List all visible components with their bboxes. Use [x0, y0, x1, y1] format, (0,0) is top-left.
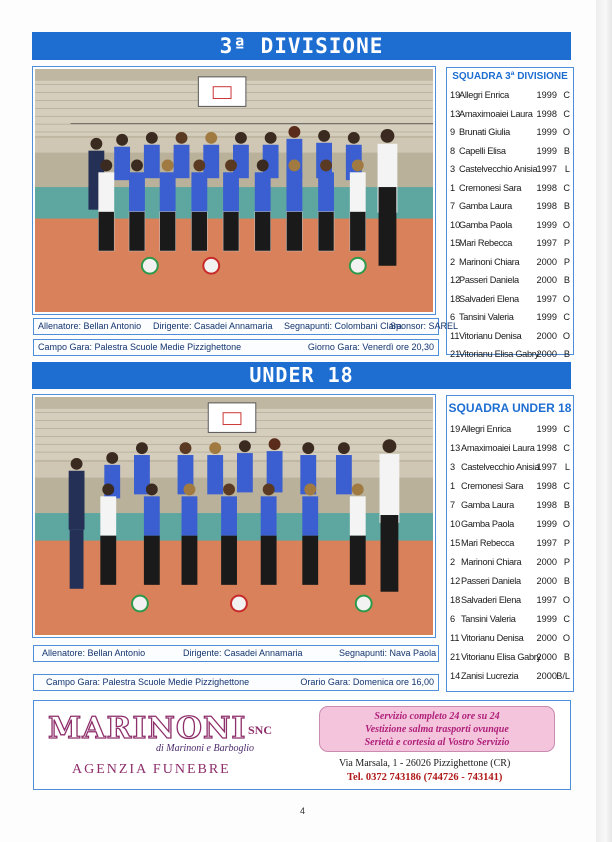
player-role: P — [563, 238, 570, 248]
player-number: 2 — [450, 256, 456, 267]
player-role: O — [562, 293, 570, 304]
player-row — [447, 253, 573, 272]
team-photo-illustration — [35, 69, 433, 312]
player-number: 19 — [450, 90, 461, 100]
player-number: 12 — [450, 275, 461, 285]
player-name: Gamba Paola — [461, 519, 514, 529]
player-number: 1 — [450, 182, 456, 193]
player-number: 15 — [450, 238, 461, 248]
roster-title: SQUADRA 3ª DIVISIONE — [452, 71, 568, 82]
player-name: Vitorianu Elisa Gabry — [461, 652, 541, 662]
player-row — [447, 648, 573, 667]
team-photo-under-18 — [33, 395, 435, 637]
player-name: Salvaderi Elena — [459, 293, 519, 304]
player-role: P — [563, 256, 570, 267]
player-year: 1997 — [536, 164, 557, 174]
player-role: C — [563, 90, 570, 100]
roster-title: SQUADRA UNDER 18 — [448, 401, 572, 415]
player-number: 21 — [450, 349, 461, 359]
coach-label: Allenatore: Bellan Antonio — [38, 321, 142, 331]
player-row — [447, 439, 573, 458]
player-name: Allegri Enrica — [459, 90, 509, 100]
player-number: 6 — [450, 312, 456, 322]
page-edge — [596, 0, 612, 842]
player-name: Passeri Daniela — [461, 576, 521, 586]
brand-subtitle: di Marinoni e Barboglio — [156, 743, 255, 754]
player-role: L — [564, 462, 570, 472]
player-year: 2000 — [536, 330, 557, 341]
player-year: 1998 — [536, 108, 557, 119]
player-number: 19 — [450, 424, 461, 434]
sponsor-label: Sponsor: SAREL — [390, 321, 459, 331]
player-role: L — [564, 164, 570, 174]
player-role: O — [562, 595, 570, 605]
player-role: O — [562, 633, 570, 643]
player-number: 3 — [450, 164, 456, 174]
player-year: 1998 — [536, 481, 557, 491]
player-row — [447, 160, 573, 179]
player-number: 14 — [450, 671, 461, 681]
roster-rows — [447, 86, 573, 382]
player-name: Tansini Valeria — [459, 312, 514, 322]
player-year: 1997 — [536, 293, 557, 304]
player-row — [447, 553, 573, 572]
player-name: Vitorianu Denisa — [461, 633, 524, 643]
player-name: Marinoni Chiara — [459, 256, 520, 267]
player-name: Marinoni Chiara — [461, 557, 522, 567]
player-year: 1997 — [536, 462, 557, 472]
player-role: C — [563, 614, 570, 624]
player-role: C — [563, 481, 570, 491]
player-year: 1999 — [536, 424, 557, 434]
scorer-label: Segnapunti: Colombani Clara — [284, 321, 402, 331]
player-name: Passeri Daniela — [459, 275, 519, 285]
player-role: C — [563, 312, 570, 322]
page-number: 4 — [300, 806, 306, 816]
schedule-label: Giorno Gara: Venerdì ore 20,30 — [307, 342, 434, 352]
player-year: 1999 — [536, 519, 557, 529]
player-number: 8 — [450, 145, 456, 156]
scorer-label: Segnapunti: Nava Paola — [339, 648, 437, 658]
player-row — [447, 629, 573, 648]
player-year: 1999 — [536, 90, 557, 100]
player-year: 1999 — [536, 312, 557, 322]
player-name: Capelli Elisa — [459, 145, 506, 156]
player-name: Vitorianu Elisa Gabry — [459, 349, 539, 359]
team-photo-3a-divisione — [33, 67, 435, 314]
player-number: 18 — [450, 293, 461, 304]
player-year: 1999 — [536, 145, 557, 156]
player-row — [447, 667, 573, 686]
player-year: 1997 — [536, 595, 557, 605]
player-number: 9 — [450, 127, 456, 137]
player-number: 13 — [450, 443, 461, 453]
player-row — [447, 591, 573, 610]
player-role: B/L — [556, 671, 570, 681]
player-role: C — [563, 182, 570, 193]
section2-banner: UNDER 18 — [32, 362, 571, 389]
player-year: 2000 — [536, 349, 557, 359]
player-name: Allegri Enrica — [461, 424, 511, 434]
player-number: 11 — [450, 633, 460, 643]
player-number: 11 — [450, 330, 460, 341]
match-info-row — [33, 674, 439, 691]
player-year: 1997 — [536, 538, 557, 548]
player-number: 7 — [450, 500, 456, 510]
address: Via Marsala, 1 - 26026 Pizzighettone (CR) — [339, 758, 511, 769]
player-row — [447, 534, 573, 553]
player-name: Gamba Laura — [461, 500, 514, 510]
player-number: 1 — [450, 481, 456, 491]
player-row — [447, 477, 573, 496]
player-number: 15 — [450, 538, 461, 548]
player-role: B — [563, 576, 570, 586]
player-row — [447, 216, 573, 235]
player-name: Cremonesi Sara — [461, 481, 524, 491]
player-name: Amaximoaiei Laura — [459, 108, 533, 119]
player-row — [447, 345, 573, 364]
player-row — [447, 197, 573, 216]
player-name: Salvaderi Elena — [461, 595, 521, 605]
manager-label: Dirigente: Casadei Annamaria — [183, 648, 303, 658]
players-front-row — [98, 160, 365, 212]
brand-logo: MARINONI — [48, 711, 247, 746]
staff-row — [33, 318, 459, 335]
player-row — [447, 142, 573, 161]
match-info-row — [33, 339, 439, 356]
player-name: Brunati Giulia — [459, 127, 510, 137]
player-year: 1998 — [536, 443, 557, 453]
player-name: Mari Rebecca — [459, 238, 513, 248]
player-year: 2000 — [536, 633, 557, 643]
player-name: Cremonesi Sara — [459, 182, 522, 193]
manager-label: Dirigente: Casadei Annamaria — [153, 321, 273, 331]
player-role: C — [563, 443, 570, 453]
player-row — [447, 105, 573, 124]
player-role: B — [563, 349, 570, 359]
player-name: Castelvecchio Anisia — [461, 462, 540, 472]
player-role: B — [563, 652, 570, 662]
player-year: 2000 — [536, 275, 557, 285]
player-name: Gamba Paola — [459, 219, 512, 230]
phone: Tel. 0372 743186 (744726 - 743141) — [347, 772, 503, 783]
player-role: C — [563, 424, 570, 434]
player-row — [447, 515, 573, 534]
service-line: Serietà e cortesia al Vostro Servizio — [364, 737, 510, 748]
player-row — [447, 234, 573, 253]
player-number: 3 — [450, 462, 456, 472]
player-row — [447, 327, 573, 346]
player-row — [447, 290, 573, 309]
player-row — [447, 420, 573, 439]
player-row — [447, 308, 573, 327]
player-year: 2000 — [536, 671, 557, 681]
player-row — [447, 123, 573, 142]
advertisement — [33, 700, 571, 790]
service-box — [319, 706, 555, 752]
player-row — [447, 271, 573, 290]
player-row — [447, 496, 573, 515]
player-role: O — [562, 519, 570, 529]
player-role: O — [562, 330, 570, 341]
roster-rows — [447, 420, 573, 686]
player-number: 13 — [450, 108, 461, 119]
venue-label: Campo Gara: Palestra Scuole Medie Pizzighettone — [46, 677, 250, 687]
player-name: Tansini Valeria — [461, 614, 516, 624]
player-role: B — [563, 201, 570, 211]
player-name: Vitorianu Denisa — [459, 330, 522, 341]
player-row — [447, 179, 573, 198]
player-name: Mari Rebecca — [461, 538, 515, 548]
player-role: B — [563, 500, 570, 510]
player-name: Zanisi Lucrezia — [461, 671, 519, 681]
section1-banner: 3ª DIVISIONE — [32, 32, 571, 60]
player-row — [447, 86, 573, 105]
player-year: 1998 — [536, 500, 557, 510]
player-number: 7 — [450, 201, 456, 211]
player-year: 1999 — [536, 127, 557, 137]
player-role: O — [562, 127, 570, 137]
player-name: Amaximoaiei Laura — [461, 443, 535, 453]
player-year: 2000 — [536, 256, 557, 267]
brand-suffix: SNC — [248, 723, 273, 737]
player-year: 2000 — [536, 557, 557, 567]
agency-label: AGENZIA FUNEBRE — [72, 762, 231, 777]
team-photo-illustration — [35, 397, 433, 635]
service-line: Vestizione salma trasporti ovunque — [365, 724, 509, 735]
staff-row — [33, 645, 439, 662]
player-number: 10 — [450, 519, 461, 529]
player-role: B — [563, 275, 570, 285]
player-number: 18 — [450, 595, 461, 605]
player-year: 1998 — [536, 201, 557, 211]
player-name: Castelvecchio Anisia — [459, 164, 538, 174]
player-number: 6 — [450, 614, 456, 624]
player-number: 10 — [450, 219, 461, 230]
player-year: 2000 — [536, 652, 557, 662]
player-name: Gamba Laura — [459, 201, 512, 211]
player-number: 21 — [450, 652, 461, 662]
player-role: C — [563, 108, 570, 119]
player-number: 12 — [450, 576, 461, 586]
coach-label: Allenatore: Bellan Antonio — [42, 648, 146, 658]
player-year: 1999 — [536, 614, 557, 624]
player-role: O — [562, 219, 570, 230]
player-row — [447, 458, 573, 477]
player-year: 1997 — [536, 238, 557, 248]
player-year: 1998 — [536, 182, 557, 193]
roster-under-18 — [446, 395, 574, 692]
schedule-label: Orario Gara: Domenica ore 16,00 — [300, 677, 434, 687]
player-row — [447, 572, 573, 591]
player-role: P — [563, 557, 570, 567]
venue-label: Campo Gara: Palestra Scuole Medie Pizzighettone — [38, 342, 242, 352]
player-row — [447, 610, 573, 629]
service-line: Servizio completo 24 ore su 24 — [374, 711, 500, 722]
player-year: 2000 — [536, 576, 557, 586]
player-year: 1999 — [536, 219, 557, 230]
roster-3a-divisione — [446, 67, 574, 359]
player-role: P — [563, 538, 570, 548]
player-number: 2 — [450, 557, 456, 567]
player-role: B — [563, 145, 570, 156]
